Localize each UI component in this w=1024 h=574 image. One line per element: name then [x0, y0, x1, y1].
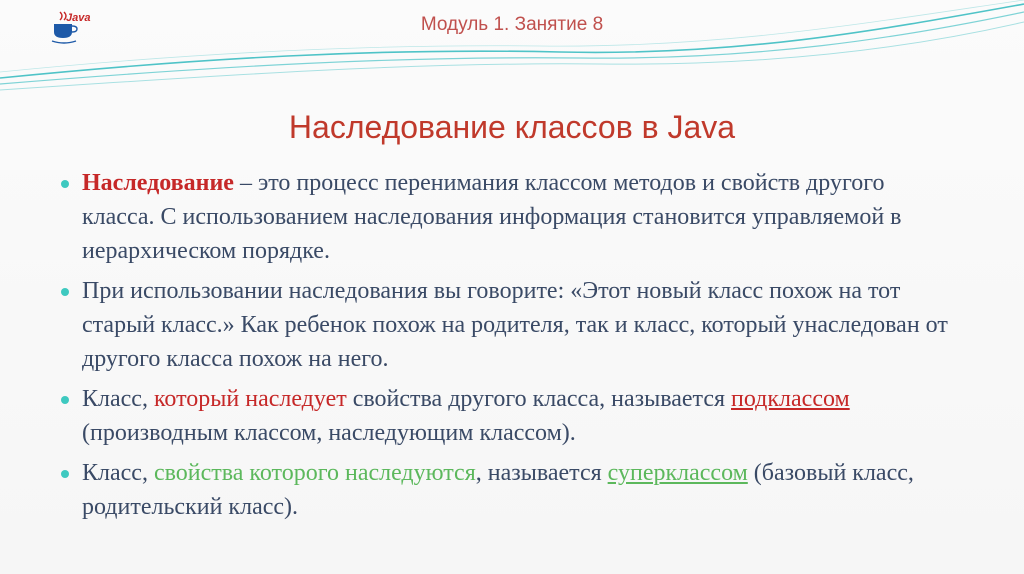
bullet-text: – это процесс перенимания классом методов и свойств другого класса. С использованием наследования информация становится управляемой в иерархическом порядке. [82, 170, 902, 264]
module-title: Модуль 1. Занятие 8 [420, 14, 604, 35]
highlight-inherits: который наследует [153, 386, 347, 412]
term-superclass: суперклассом [607, 460, 748, 486]
bullet-text: (производным классом, наследующим классом). [82, 420, 576, 446]
bullet-text: , называется [475, 460, 608, 486]
bullet-text: свойства другого класса, называется [346, 386, 732, 412]
bullet-list [60, 166, 960, 530]
bullet-dot-icon [61, 180, 69, 188]
bullet-text: При использовании наследования вы говорите: «Этот новый класс похож на тот старый класс.» Как ребенок похож на родителя, так и класс, который унаследован от другого класса похож на него. [82, 278, 948, 372]
highlight-inherited: свойства которого наследуются [153, 460, 476, 486]
bullet-text: Класс, [82, 386, 154, 412]
slide-title: Наследование классов в Java [288, 109, 736, 145]
bullet-item [60, 382, 960, 450]
bullet-text: (базовый класс, родительский класс). [82, 460, 914, 520]
bullet-text: Класс, [82, 460, 154, 486]
logo-label: Java [66, 12, 91, 24]
bullet-dot-icon [61, 288, 69, 296]
term-inheritance: Наследование [82, 170, 234, 196]
bullet-dot-icon [61, 470, 69, 478]
term-subclass: подклассом [731, 386, 850, 412]
bullet-item [60, 274, 960, 376]
bullet-dot-icon [61, 396, 69, 404]
bullet-item [60, 166, 960, 268]
bullet-item [60, 456, 960, 524]
